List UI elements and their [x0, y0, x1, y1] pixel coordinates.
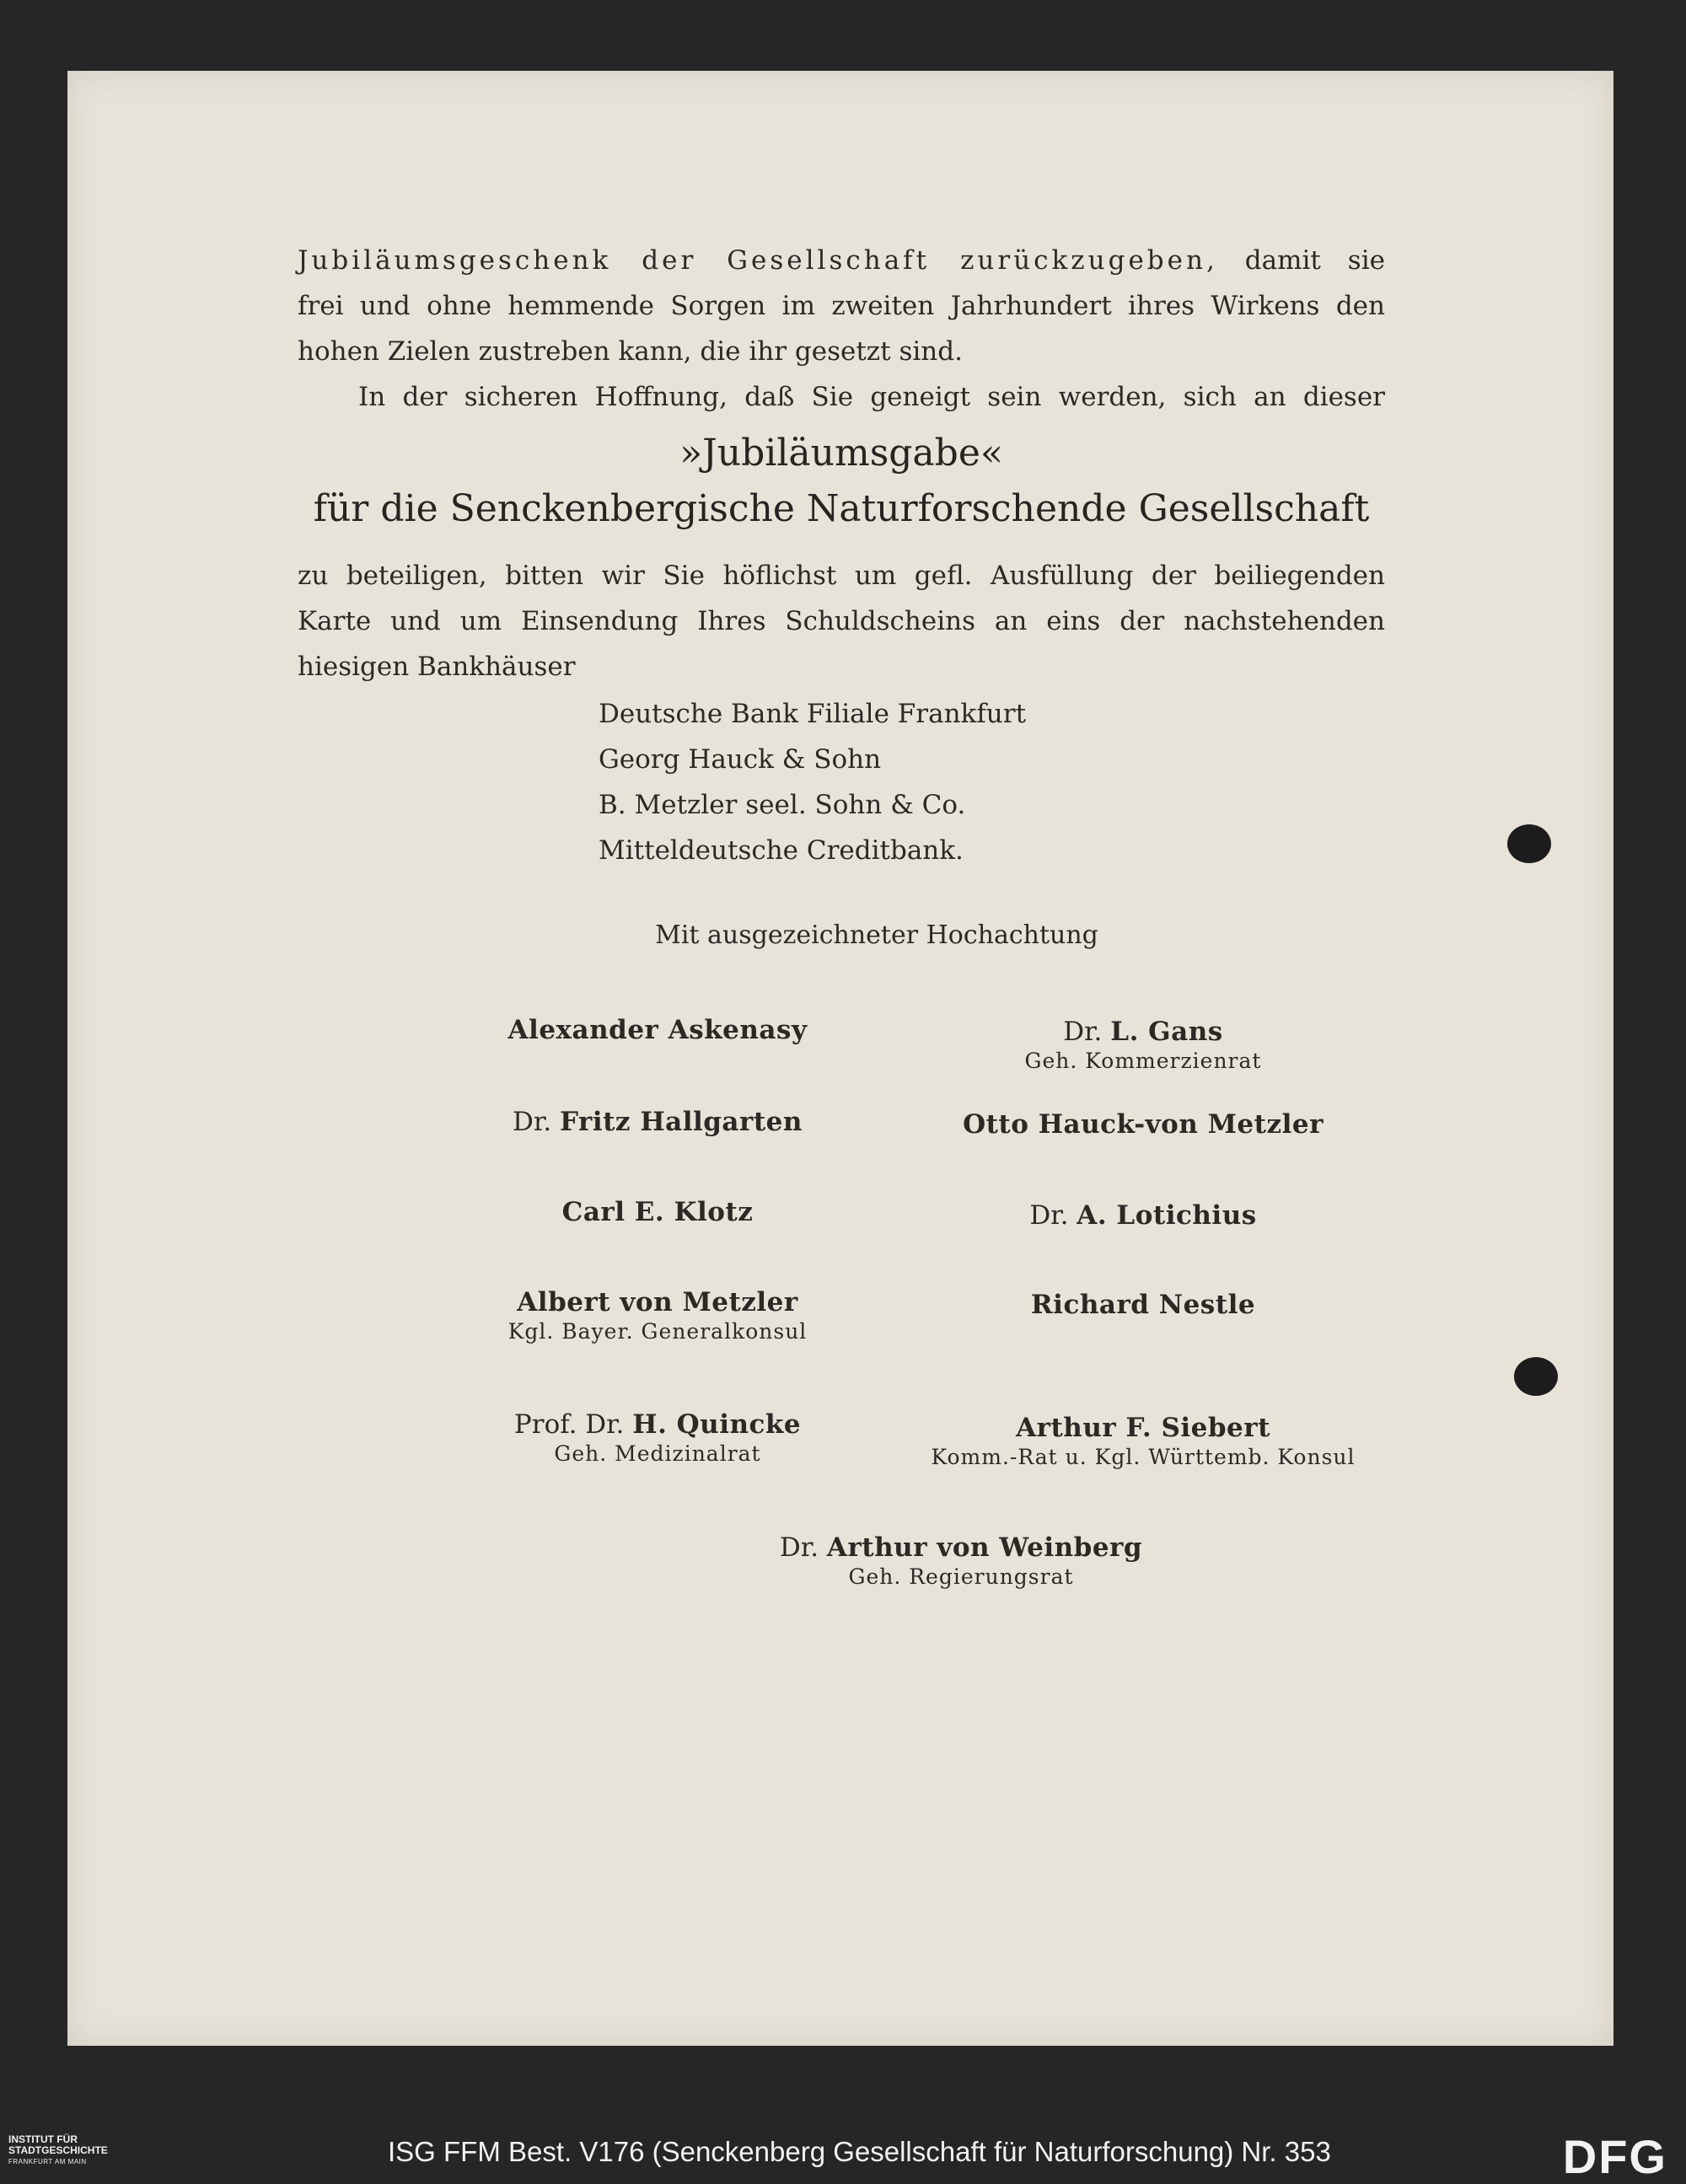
signatory-askenasy: Alexander Askenasy [507, 1015, 808, 1045]
letter-line: Jubiläumsgeschenk der Gesellschaft zurückzugeben, damit sie [298, 245, 1385, 276]
archive-footer [0, 2122, 1686, 2184]
signatory-nestle: Richard Nestle [1030, 1290, 1256, 1320]
signatory-weinberg: Dr. Arthur von Weinberg Geh. Regierungsrat [779, 1532, 1143, 1589]
closing-salutation: Mit ausgezeichneter Hochachtung [655, 920, 1098, 950]
request-line: Karte und um Einsendung Ihres Schuldscheins an eins der nachstehenden [298, 606, 1385, 636]
signatory-hallgarten: Dr. Fritz Hallgarten [513, 1107, 803, 1137]
bank-item: Georg Hauck & Sohn [599, 744, 882, 775]
request-line: zu beteiligen, bitten wir Sie höflichst um gefl. Ausfüllung der beiliegenden [298, 561, 1385, 591]
letter-paragraph [298, 238, 1385, 420]
request-paragraph [298, 553, 1385, 690]
archive-caption: ISG FFM Best. V176 (Senckenberg Gesellschaft für Naturforschung) Nr. 353 [388, 2136, 1331, 2167]
letter-line: frei und ohne hemmende Sorgen im zweiten Jahrhundert ihres Wirkens den [298, 291, 1385, 321]
bank-list [599, 691, 1026, 873]
bank-item: B. Metzler seel. Sohn & Co. [599, 790, 966, 820]
signatory-klotz: Carl E. Klotz [561, 1197, 754, 1227]
bank-item: Deutsche Bank Filiale Frankfurt [599, 699, 1027, 729]
signatory-quincke: Prof. Dr. H. Quincke Geh. Medizinalrat [513, 1409, 802, 1466]
signatory-metzler: Albert von Metzler Kgl. Bayer. Generalkonsul [507, 1287, 808, 1344]
bank-item: Mitteldeutsche Creditbank. [599, 835, 964, 866]
punch-hole-upper [1507, 824, 1551, 863]
dfg-logo: DFG [1562, 2130, 1667, 2183]
letter-line: hohen Zielen zustreben kann, die ihr gesetzt sind. [298, 336, 963, 367]
headline-title: »Jubiläumsgabe« [679, 432, 1003, 475]
signatory-lotichius: Dr. A. Lotichius [1029, 1200, 1257, 1231]
signatory-gans: Dr. L. Gans Geh. Kommerzienrat [1024, 1017, 1262, 1073]
signatory-siebert: Arthur F. Siebert Komm.-Rat u. Kgl. Württemb. Konsul [931, 1413, 1356, 1469]
signatory-hauck: Otto Hauck-von Metzler [963, 1109, 1324, 1140]
institute-logo: INSTITUT FÜR STADTGESCHICHTE FRANKFURT AM MAIN [8, 2133, 108, 2165]
request-line: hiesigen Bankhäuser [298, 652, 576, 682]
punch-hole-lower [1514, 1357, 1558, 1396]
headline-subtitle: für die Senckenbergische Naturforschende Gesellschaft [313, 487, 1370, 530]
letter-line: In der sicheren Hoffnung, daß Sie geneigt sein werden, sich an dieser [358, 382, 1385, 412]
